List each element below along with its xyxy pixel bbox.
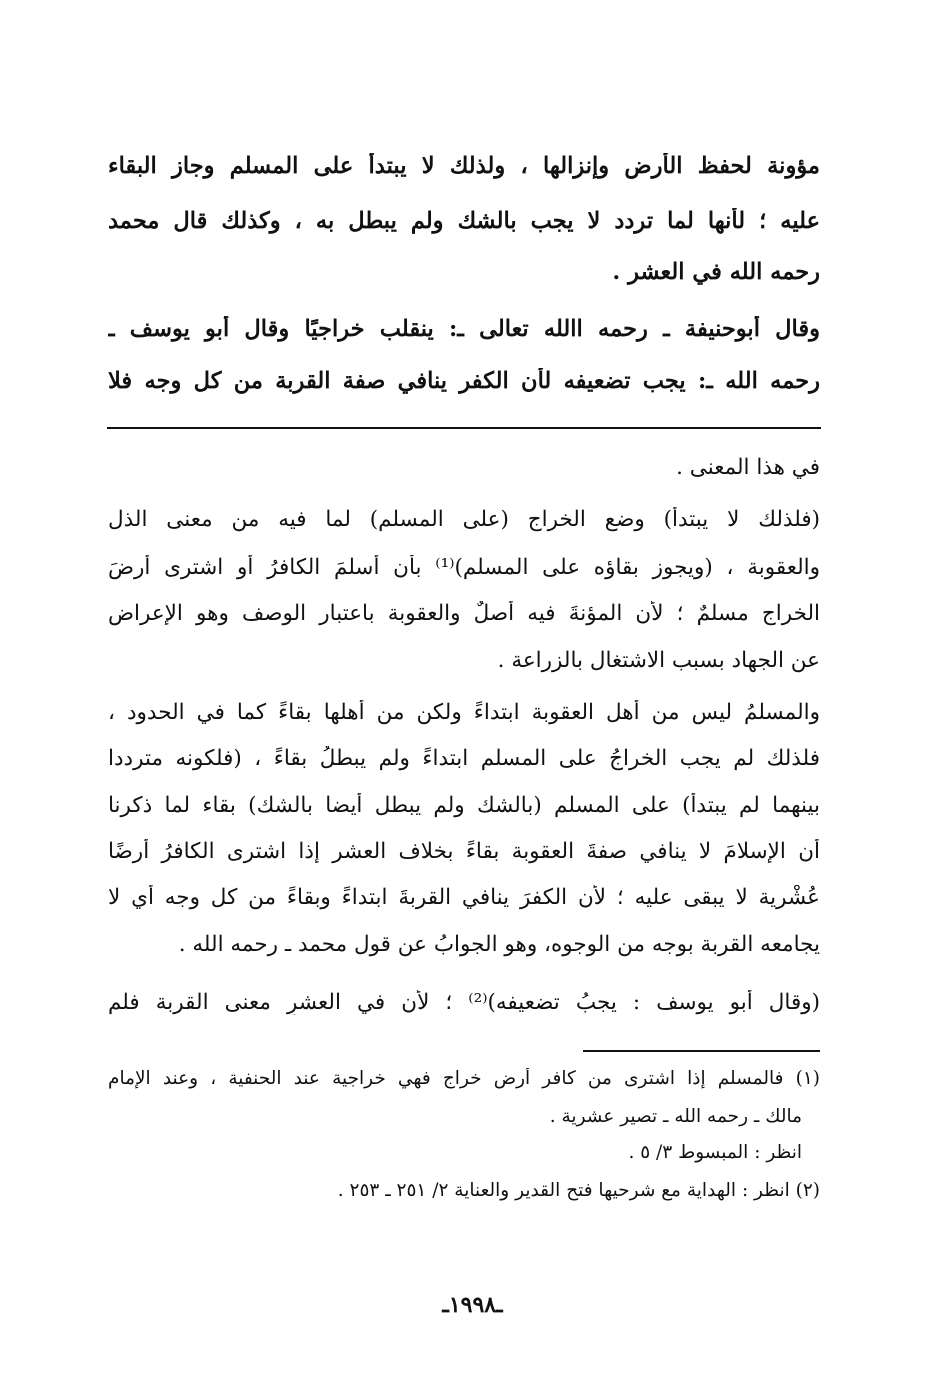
matn-line: رحمه الله ـ: يجب تضعيفه لأن الكفر ينافي صفة القربة من كل وجه فلا [108,368,820,394]
footnote-line: (٢) انظر : الهداية مع شرحيها فتح القدير والعناية ٢/ ٢٥١ ـ ٢٥٣ . [337,1180,820,1201]
sharh-line: (وقال أبو يوسف : يجبُ تضعيفه)⁽²⁾ ؛ لأن في العشرِ معنى القربة فلم [108,990,820,1015]
sharh-line: والمسلمُ ليس من أهل العقوبة ابتداءً ولكن من أهلها بقاءً كما في الحدود ، [108,700,820,725]
page-number: ـ١٩٩٨ـ [442,1292,503,1318]
sharh-line: الخراج مسلمٌ ؛ لأن المؤنةَ فيه أصلٌ والعقوبة باعتبار الوصف وهو الإعراض [108,601,820,626]
sharh-line: عن الجهاد بسبب الاشتغال بالزراعة . [497,648,820,673]
sharh-line: والعقوبة ، (ويجوز بقاؤه على المسلم)⁽¹⁾ بأن أسلمَ الكافرُ أو اشترى أرضَ [108,555,820,580]
section-divider [107,427,821,429]
sharh-line: بينهما لم يبتدأ) على المسلم (بالشك ولم يبطل أيضا بالشك) بقاء لما ذكرنا [108,793,820,818]
sharh-line: عُشْرية لا يبقى عليه ؛ لأن الكفرَ ينافي القربةَ ابتداءً وبقاءً من كل وجه أي لا [108,885,820,910]
sharh-line: يجامعه القربة بوجه من الوجوه، وهو الجوابُ عن قول محمد ـ رحمه الله . [178,932,820,957]
footnote-divider [583,1050,820,1052]
footnote-line: (١) فالمسلم إذا اشترى من كافر أرض خراج فهي خراجية عند الحنفية ، وعند الإمام [108,1068,820,1089]
sharh-line: (فلذلك لا يبتدأُ) وضع الخراج (على المسلم) لما فيه من معنى الذل [108,507,820,532]
matn-line: مؤونة لحفظ الأرض وإنزالها ، ولذلك لا يبتدأ على المسلم وجاز البقاء [108,153,820,179]
matn-line: وقال أبوحنيفة ـ رحمه االله تعالى ـ: ينقلب خراجيًا وقال أبو يوسف ـ [108,316,820,342]
sharh-line: فلذلك لم يجب الخراجُ على المسلم ابتداءً ولم يبطلُ بقاءً ، (فلكونه مترددا [108,746,820,771]
matn-line: عليه ؛ لأنها لما تردد لا يجب بالشك ولم يبطل به ، وكذلك قال محمد [108,208,820,234]
footnote-line: مالك ـ رحمه الله ـ تصير عشرية . [549,1106,802,1127]
matn-line: رحمه الله في العشر . [612,259,820,285]
footnote-line: انظر : المبسوط ٣/ ٥ . [628,1142,802,1163]
sharh-line: أن الإسلامَ لا ينافي صفةَ العقوبة بقاءً بخلاف العشر إذا اشترى الكافرُ أرضًا [108,839,820,864]
sharh-line: في هذا المعنى . [676,455,820,480]
